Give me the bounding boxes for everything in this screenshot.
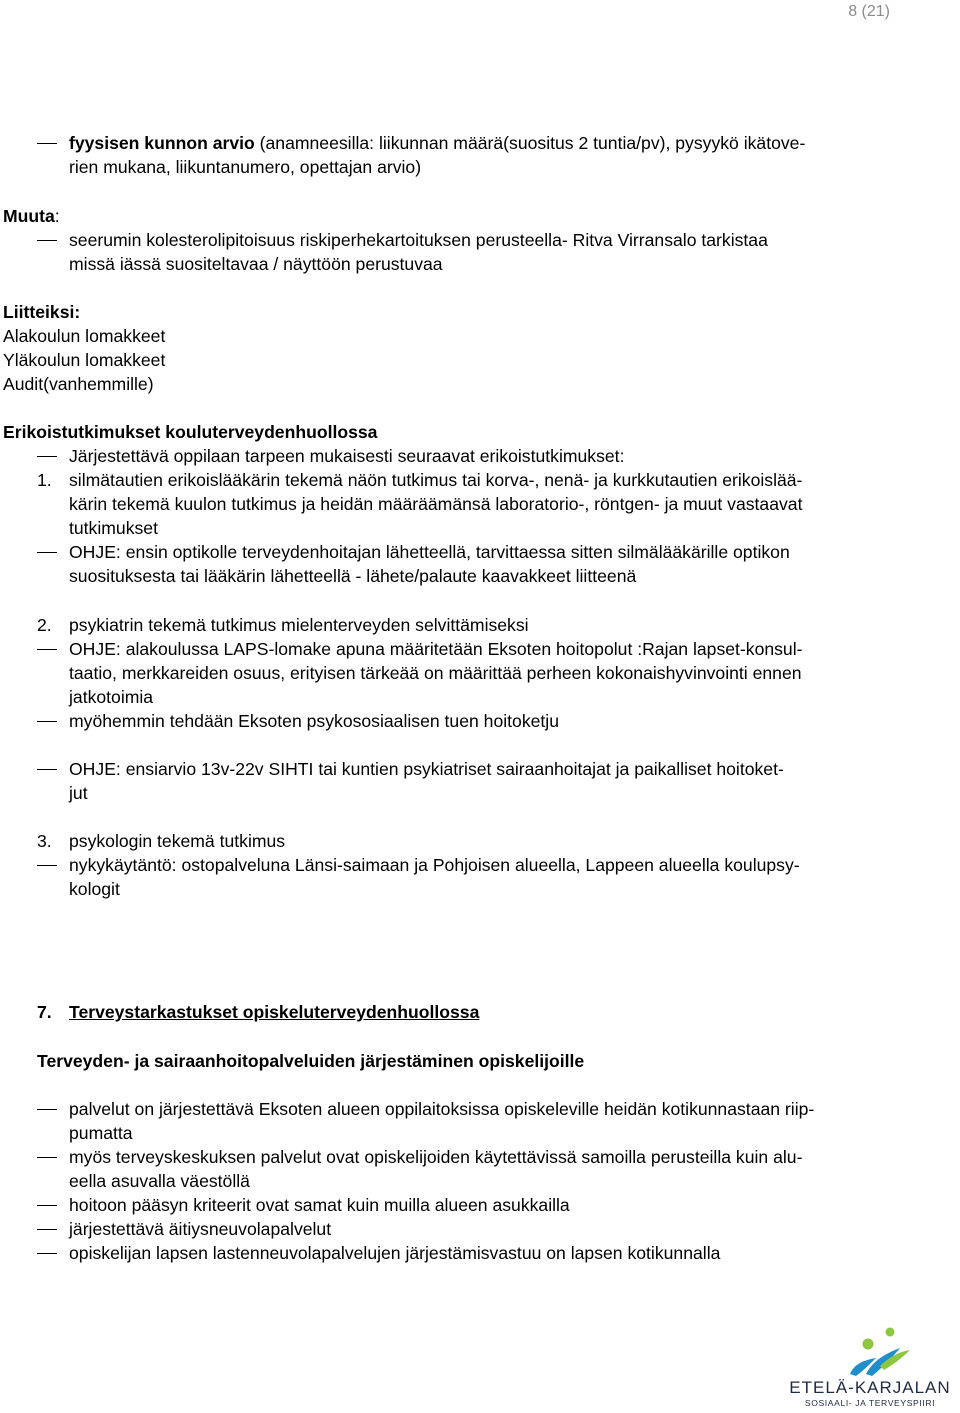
- list-item-cholesterol: seerumin kolesterolipitoisuus riskiperhekartoituksen perusteella- Ritva Virransalo tarkistaa: [69, 230, 768, 250]
- list-item-continuation: kärin tekemä kuulon tutkimus ja heidän määräämänsä laboratorio-, röntgen- ja muut vastaavat: [69, 494, 803, 514]
- bullet-dash: [37, 865, 57, 866]
- instruction-sihti: OHJE: ensiarvio 13v-22v SIHTI tai kuntien psykiatriset sairaanhoitajat ja paikalliset hoitoket-: [69, 759, 784, 779]
- list-item-continuation: suosituksesta tai lääkärin lähetteellä - lähete/palaute kaavakkeet liitteenä: [69, 566, 637, 586]
- instruction-optician: OHJE: ensin optikolle terveydenhoitajan lähetteellä, tarvittaessa sitten silmälääkärille optikon: [69, 542, 790, 562]
- bullet-dash: [37, 1109, 57, 1110]
- exam-item-eye-ear: silmätautien erikoislääkärin tekemä näön tutkimus tai korva-, nenä- ja kurkkutautien erikoislää-: [69, 470, 803, 490]
- bullet-dash: [37, 769, 57, 770]
- list-number: 1.: [37, 470, 52, 490]
- section-title: Terveystarkastukset opiskeluterveydenhuollossa: [69, 1002, 480, 1022]
- list-item-continuation: tutkimukset: [69, 518, 158, 538]
- special-exams-intro: Järjestettävä oppilaan tarpeen mukaisesti seuraavat erikoistutkimukset:: [69, 446, 625, 466]
- list-item-continuation: pumatta: [69, 1123, 133, 1143]
- bullet-dash: [37, 649, 57, 650]
- list-item-continuation: kologit: [69, 879, 120, 899]
- list-item-child-clinic: opiskelijan lapsen lastenneuvolapalvelujen järjestämisvastuu on lapsen kotikunnalla: [69, 1243, 721, 1263]
- bullet-dash: [37, 721, 57, 722]
- page-number: 8 (21): [848, 3, 890, 20]
- list-item-care-chain: myöhemmin tehdään Eksoten psykososiaalisen tuen hoitoketju: [69, 711, 559, 731]
- logo-figure-icon: [850, 1328, 910, 1377]
- list-item-health-center: myös terveyskeskuksen palvelut ovat opiskelijoiden käytettävissä samoilla perusteilla kuin alu-: [69, 1147, 803, 1167]
- instruction-laps: OHJE: alakoulussa LAPS-lomake apuna määritetään Eksoten hoitopolut :Rajan lapset-konsul-: [69, 639, 803, 659]
- list-number: 3.: [37, 831, 52, 851]
- list-number: 2.: [37, 615, 52, 635]
- bullet-dash: [37, 1229, 57, 1230]
- list-item-current-practice: nykykäytäntö: ostopalveluna Länsi-saimaan ja Pohjoisen alueella, Lappeen alueella koulupsy-: [69, 855, 800, 875]
- liitteiksi-heading: Liitteiksi:: [3, 302, 81, 322]
- list-item-fitness: [69, 131, 805, 155]
- list-item-text: (anamneesilla: liikunnan määrä(suositus 2 tuntia/pv), pysyykö ikätove-: [254, 133, 806, 153]
- muuta-heading: Muuta:: [3, 206, 60, 226]
- list-item-continuation: eella asuvalla väestöllä: [69, 1171, 250, 1191]
- list-item-criteria: hoitoon pääsyn kriteerit ovat samat kuin muilla alueen asukkailla: [69, 1195, 570, 1215]
- list-item-continuation: jut: [69, 783, 88, 803]
- section-number: 7.: [37, 1002, 52, 1022]
- bullet-dash: [37, 456, 57, 457]
- list-item-continuation: missä iässä suositeltavaa / näyttöön perustuvaa: [69, 254, 443, 274]
- section-subheading: Terveyden- ja sairaanhoitopalveluiden järjestäminen opiskelijoille: [37, 1051, 585, 1071]
- list-item-maternity: järjestettävä äitiysneuvolapalvelut: [69, 1219, 332, 1239]
- list-item-continuation: rien mukana, liikuntanumero, opettajan arvio): [69, 157, 422, 177]
- list-item-services: palvelut on järjestettävä Eksoten alueen oppilaitoksissa opiskeleville heidän kotikunnastaan riip-: [69, 1099, 815, 1119]
- exam-item-psychologist: psykologin tekemä tutkimus: [69, 831, 286, 851]
- list-item-continuation: jatkotoimia: [69, 687, 154, 707]
- special-exams-heading: Erikoistutkimukset kouluterveydenhuollossa: [3, 422, 378, 442]
- attachment-item: Yläkoulun lomakkeet: [3, 350, 166, 370]
- logo-subtitle: SOSIAALI- JA TERVEYSPIIRI: [804, 1398, 936, 1408]
- bullet-dash: [37, 552, 57, 553]
- bullet-dash: [37, 240, 57, 241]
- logo-name: ETELÄ-KARJALAN: [789, 1378, 951, 1397]
- list-item-continuation: taatio, merkkareiden osuus, erityisen tärkeää on määrittää perheen kokonaishyvinvointi ennen: [69, 663, 802, 683]
- bullet-dash: [37, 1157, 57, 1158]
- exam-item-psychiatric: psykiatrin tekemä tutkimus mielenterveyden selvittämiseksi: [69, 615, 529, 635]
- list-item-bold: fyysisen kunnon arvio: [69, 133, 255, 153]
- attachment-item: Alakoulun lomakkeet: [3, 326, 166, 346]
- bullet-dash: [37, 143, 57, 144]
- bullet-dash: [37, 1253, 57, 1254]
- attachment-item: Audit(vanhemmille): [3, 374, 154, 394]
- bullet-dash: [37, 1205, 57, 1206]
